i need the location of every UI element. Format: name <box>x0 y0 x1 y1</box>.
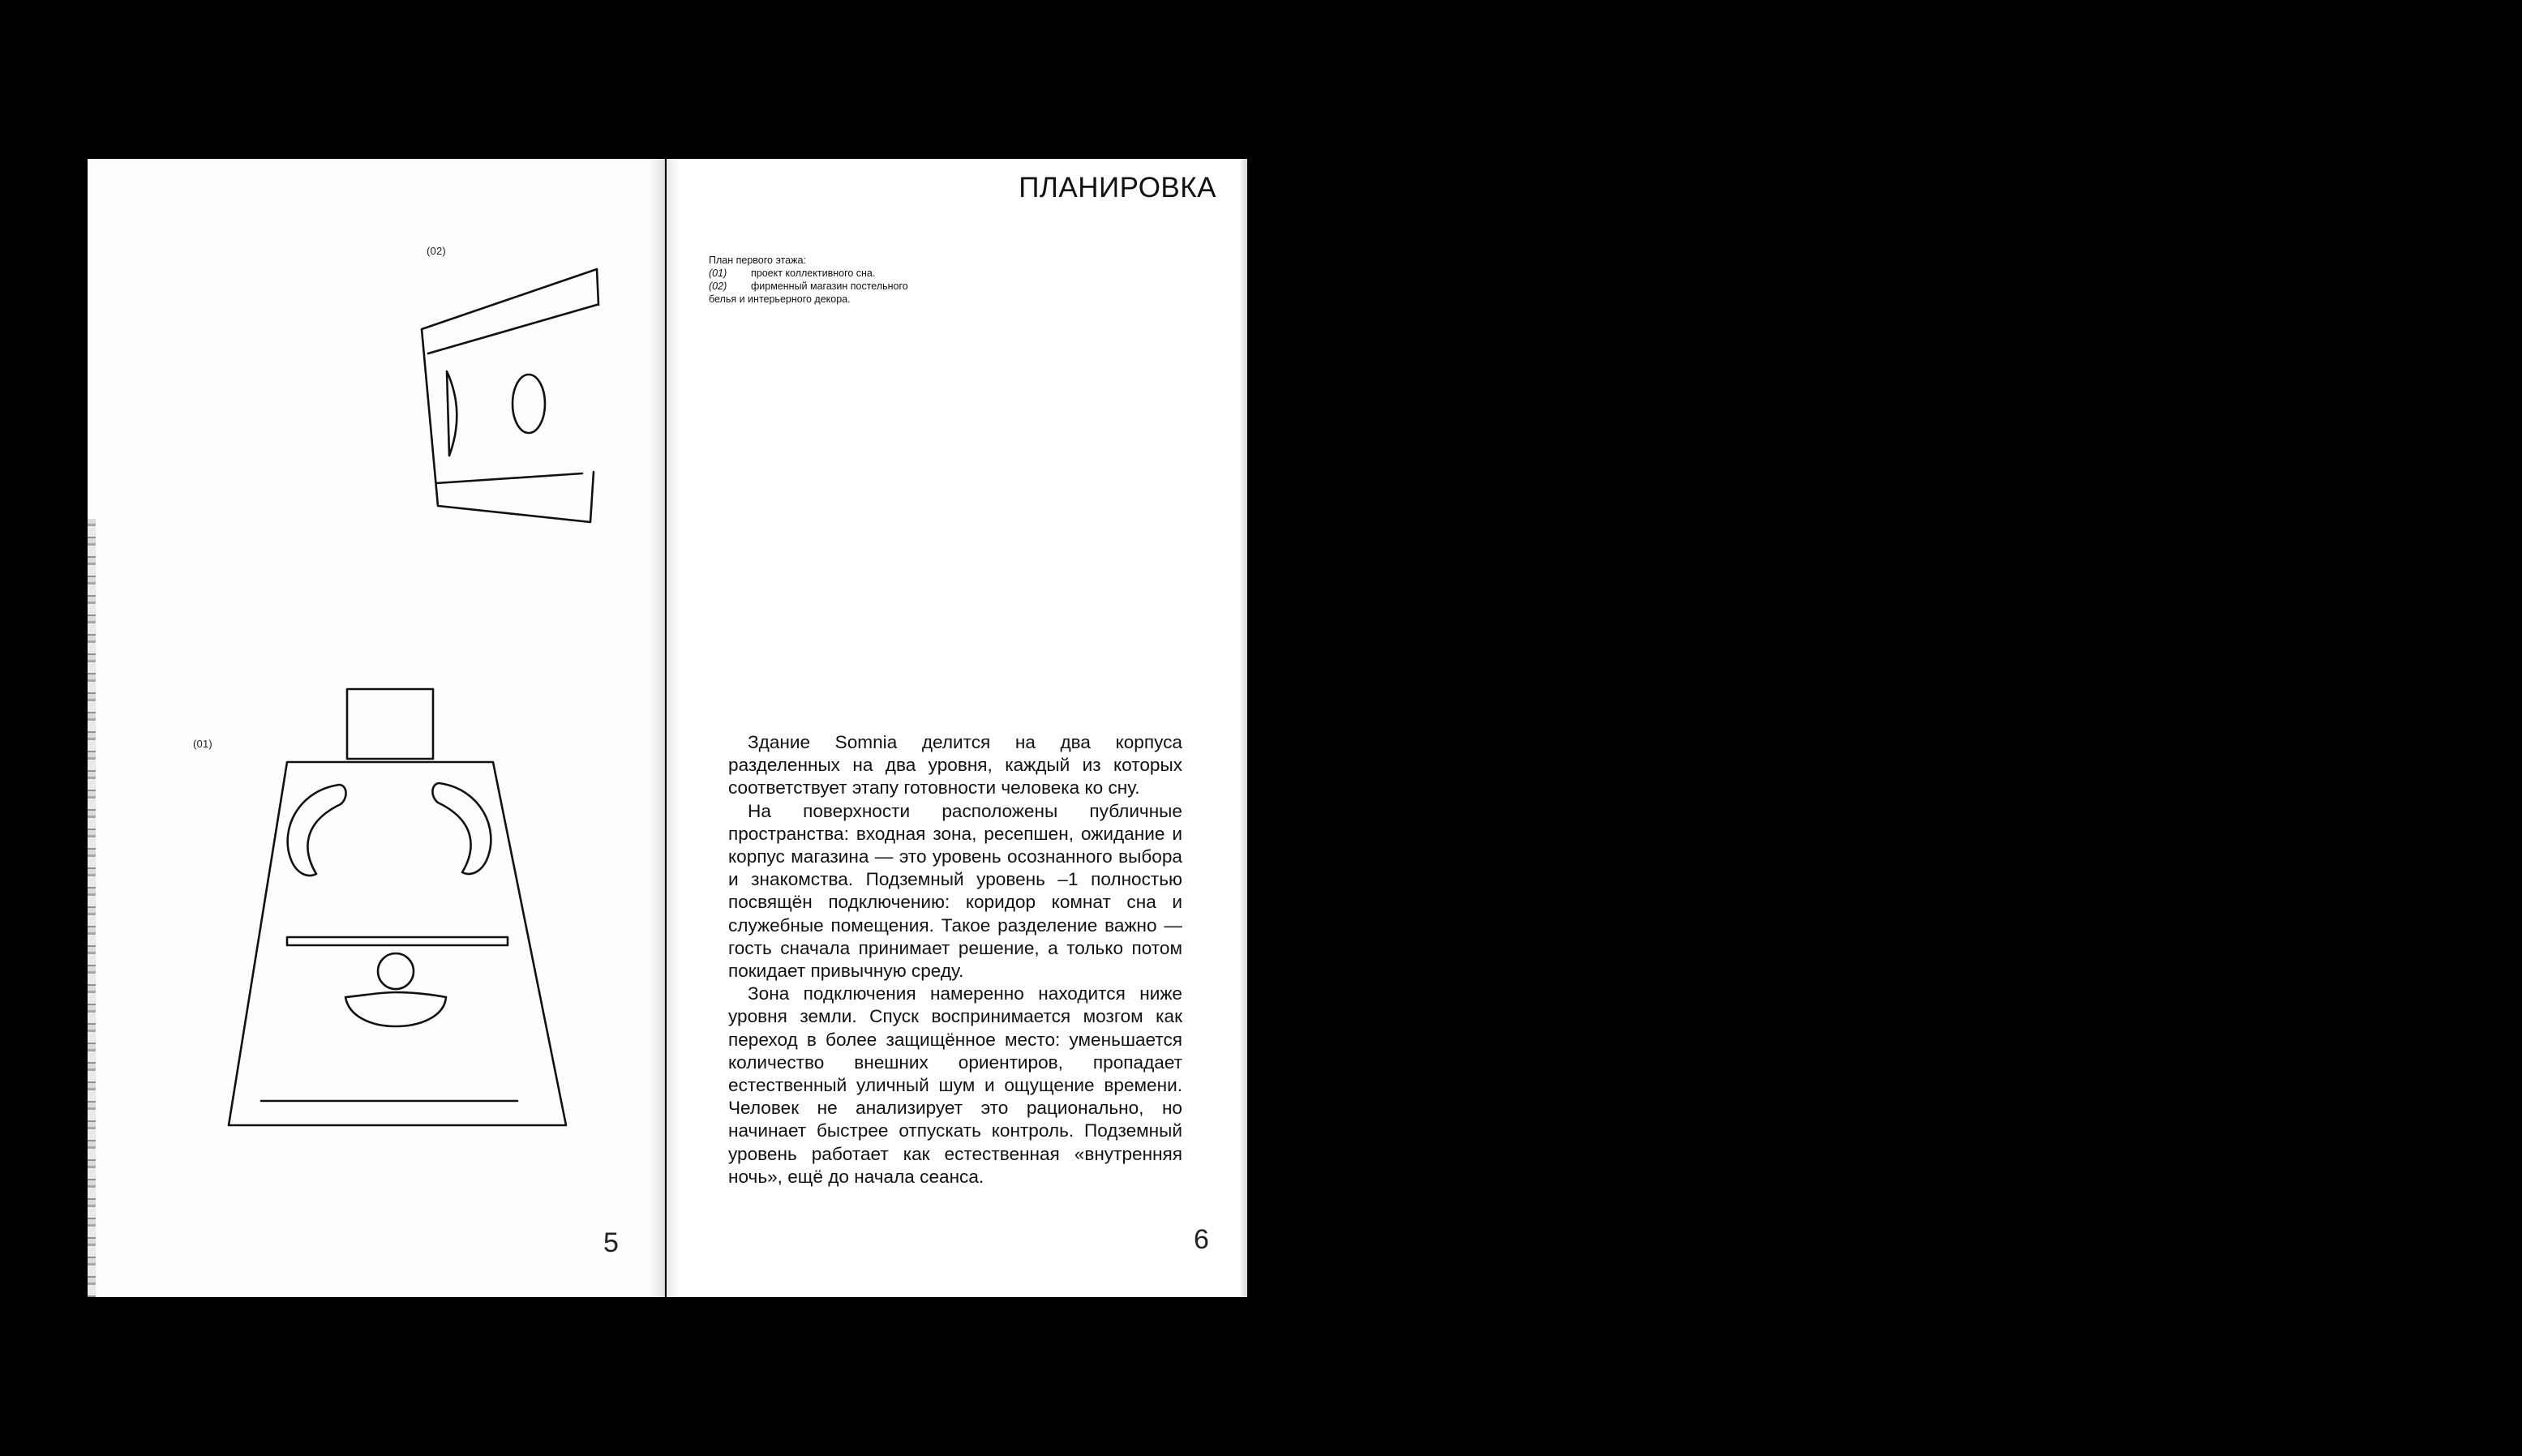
page-number-left: 5 <box>603 1227 619 1258</box>
left-page <box>88 159 665 1297</box>
caption-heading: План первого этажа: <box>709 255 806 266</box>
section-title: ПЛАНИРОВКА <box>1019 172 1216 203</box>
caption-item-number: (01) <box>709 268 727 279</box>
caption-item-number: (02) <box>709 280 727 292</box>
body-text <box>728 731 1182 1188</box>
page-edge-stack <box>88 519 96 1297</box>
caption-continuation: белья и интерьерного декора. <box>709 293 851 305</box>
paragraph-3: Зона подключения намеренно находится ниже уровня земли. Спуск воспринимается мозгом как переход в более защищённое место: уменьшается количество внешних ориентиров, пропадает естественный уличный шум и ощущение времени. Человек не анализирует это рационально, но начинает быстрее отпускать контроль. Подземный уровень работает как естественная «внутренняя ночь», ещё до начала сеанса. <box>728 983 1182 1187</box>
store-plan-02 <box>422 269 598 522</box>
right-page-edge <box>1241 159 1247 1297</box>
caption-item <box>709 280 968 293</box>
caption-item <box>709 267 968 280</box>
floor-plan-drawing <box>88 159 665 1297</box>
caption-item-text: проект коллективного сна. <box>751 268 876 279</box>
sleep-plan-01 <box>229 689 566 1125</box>
caption-item-text: фирменный магазин постельного <box>751 280 908 292</box>
right-page <box>667 159 1247 1297</box>
paragraph-1: Здание Somnia делится на два корпуса разделенных на два уровня, каждый из которых соответствует этапу готовности человека ко сну. <box>728 732 1182 799</box>
plan-caption <box>709 254 968 306</box>
paragraph-2: На поверхности расположены публичные пространства: входная зона, ресепшен, ожидание и корпус магазина — это уровень осознанного выбора и знакомства. Подземный уровень –1 полностью посвящён подключению: коридор комнат сна и служебные помещения. Такое разделение важно — гость сначала принимает решение, а только потом покидает привычную среду. <box>728 800 1182 982</box>
figure-label-02: (02) <box>427 245 446 257</box>
figure-label-01: (01) <box>193 738 212 750</box>
page-number-right: 6 <box>1194 1224 1209 1255</box>
